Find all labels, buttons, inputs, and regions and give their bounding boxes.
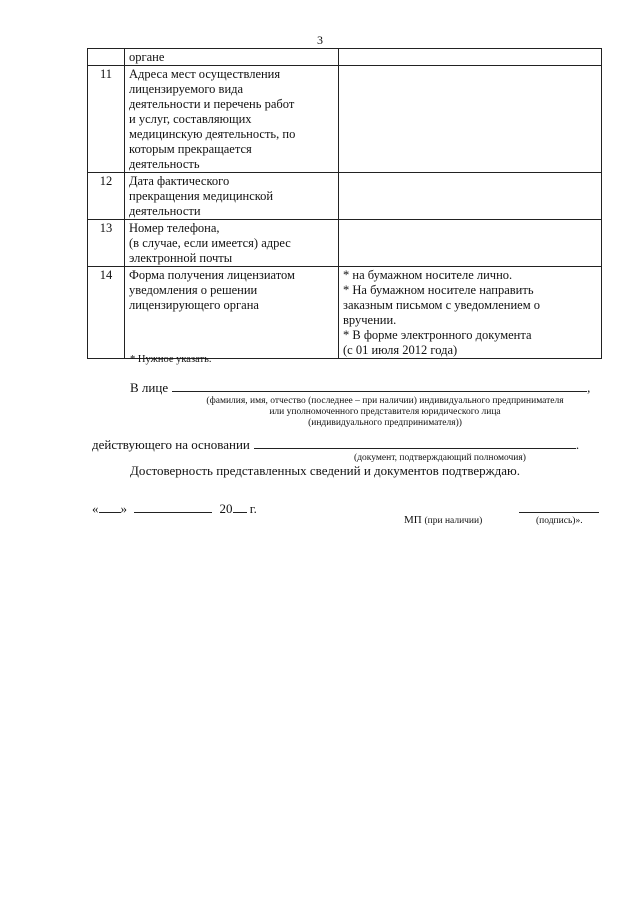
row-label-line: деятельность bbox=[129, 157, 200, 171]
row-value-option[interactable]: * на бумажном носителе лично. bbox=[343, 268, 513, 282]
row-label-line: Номер телефона, bbox=[129, 221, 220, 235]
representative-hint bbox=[160, 396, 610, 429]
row-label bbox=[125, 220, 339, 267]
date-line bbox=[92, 501, 257, 517]
seal-note: (при наличии) bbox=[424, 516, 483, 526]
row-label-line: электронной почты bbox=[129, 251, 233, 265]
row-number: 14 bbox=[88, 267, 125, 359]
table-row bbox=[88, 66, 602, 173]
footnote: * Нужное указать. bbox=[130, 354, 212, 365]
date-close-quote: » bbox=[120, 501, 127, 516]
row-number bbox=[88, 49, 125, 66]
representative-name-field[interactable] bbox=[172, 381, 587, 392]
row-label-line: уведомления о решении bbox=[129, 283, 258, 297]
row-label-line: деятельности и перечень работ bbox=[129, 97, 295, 111]
row-label-line: лицензируемого вида bbox=[129, 82, 244, 96]
row-number: 13 bbox=[88, 220, 125, 267]
row-label-line: Форма получения лицензиатом bbox=[129, 268, 295, 282]
row-label-line: Адреса мест осуществления bbox=[129, 67, 281, 81]
representative-hint-line: (индивидуального предпринимателя)) bbox=[308, 418, 462, 428]
day-field[interactable] bbox=[99, 503, 121, 513]
row-value-field[interactable] bbox=[339, 267, 602, 359]
confirmation-statement: Достоверность представленных сведений и документов подтверждаю. bbox=[130, 463, 520, 478]
row-value-field[interactable] bbox=[339, 49, 602, 66]
table-row bbox=[88, 173, 602, 220]
row-label-line: и услуг, составляющих bbox=[129, 112, 252, 126]
row-value-option[interactable]: заказным письмом с уведомлением о bbox=[343, 298, 540, 312]
table-row bbox=[88, 220, 602, 267]
row-label-line: лицензирующего органа bbox=[129, 298, 259, 312]
table-row bbox=[88, 49, 602, 66]
representative-hint-line: (фамилия, имя, отчество (последнее – при наличии) индивидуального предпринимателя bbox=[206, 396, 564, 406]
row-label-line: медицинскую деятельность, по bbox=[129, 127, 296, 141]
signature-caption: (подпись)». bbox=[536, 516, 583, 526]
year-prefix: 20 bbox=[219, 501, 233, 516]
basis-hint: (документ, подтверждающий полномочия) bbox=[354, 453, 526, 463]
row-label bbox=[125, 49, 339, 66]
row-label-line: прекращения медицинской bbox=[129, 189, 274, 203]
row-value-option[interactable]: (с 01 июля 2012 года) bbox=[343, 343, 458, 357]
row-number: 12 bbox=[88, 173, 125, 220]
row-number: 11 bbox=[88, 66, 125, 173]
row-value-field[interactable] bbox=[339, 220, 602, 267]
row-label-line: органе bbox=[129, 50, 165, 64]
basis-label: действующего на основании bbox=[92, 437, 250, 452]
notice-table bbox=[87, 48, 602, 359]
representative-hint-line: или уполномоченного представителя юридического лица bbox=[269, 407, 501, 417]
seal-label: МП bbox=[404, 514, 422, 526]
representative-label: В лице bbox=[130, 380, 169, 395]
row-label-line: которым прекращается bbox=[129, 142, 252, 156]
basis-end-mark: . bbox=[575, 437, 580, 452]
representative-end-mark: , bbox=[587, 380, 591, 395]
seal-mark bbox=[404, 514, 482, 526]
representative-line bbox=[130, 380, 590, 396]
basis-line bbox=[92, 437, 579, 453]
basis-document-field[interactable] bbox=[254, 438, 576, 449]
year-field[interactable] bbox=[233, 503, 247, 513]
year-suffix: г. bbox=[249, 501, 257, 516]
row-label-line: (в случае, если имеется) адрес bbox=[129, 236, 291, 250]
month-field[interactable] bbox=[134, 503, 212, 513]
row-value-option[interactable]: * В форме электронного документа bbox=[343, 328, 532, 342]
row-value-field[interactable] bbox=[339, 66, 602, 173]
row-label bbox=[125, 66, 339, 173]
row-label-line: деятельности bbox=[129, 204, 201, 218]
page-number: 3 bbox=[317, 33, 323, 47]
row-value-option[interactable]: вручении. bbox=[343, 313, 397, 327]
row-label-line: Дата фактического bbox=[129, 174, 230, 188]
signature-field[interactable] bbox=[519, 512, 599, 513]
row-label bbox=[125, 267, 339, 359]
table-row bbox=[88, 267, 602, 359]
row-label bbox=[125, 173, 339, 220]
date-open-quote: « bbox=[92, 501, 99, 516]
row-value-field[interactable] bbox=[339, 173, 602, 220]
row-value-option[interactable]: * На бумажном носителе направить bbox=[343, 283, 534, 297]
